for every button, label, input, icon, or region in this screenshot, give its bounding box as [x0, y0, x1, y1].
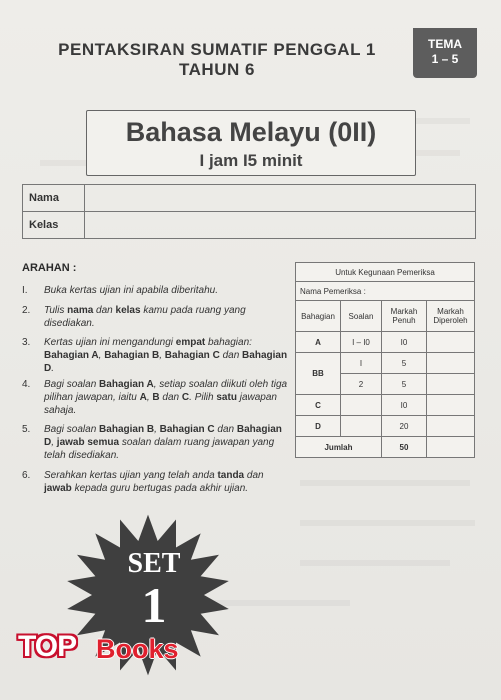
instruction-item: [22, 336, 288, 378]
table-row: [296, 353, 475, 374]
instruction-item: [22, 304, 288, 332]
soalan-cell: [341, 395, 382, 416]
bahagian-cell: BB: [296, 353, 341, 395]
markah-penuh-cell: 20: [382, 416, 427, 437]
markah-diperoleh-cell[interactable]: [427, 374, 475, 395]
instruction-text: Kertas ujian ini mengandungi empat bahagian: Bahagian A, Bahagian B, Bahagian C dan Bahagian D.: [44, 337, 288, 374]
bleed-through-line: [300, 520, 475, 526]
bleed-through-line: [300, 560, 450, 566]
table-row: [296, 416, 475, 437]
soalan-cell: [341, 416, 382, 437]
markah-penuh-cell: 5: [382, 374, 427, 395]
set-label: SET: [127, 548, 181, 579]
instructions-heading: ARAHAN :: [22, 262, 77, 274]
tema-label: TEMA: [428, 37, 462, 51]
instruction-item: [22, 469, 288, 497]
tema-range: 1 – 5: [431, 52, 459, 66]
col-header-markah-penuh: Markah Penuh: [382, 301, 427, 332]
table-row: [296, 395, 475, 416]
instruction-number: I.: [22, 285, 28, 296]
soalan-cell: 2: [341, 374, 382, 395]
markah-diperoleh-cell[interactable]: [427, 395, 475, 416]
instruction-item: [22, 284, 288, 298]
examiner-name-field[interactable]: Nama Pemeriksa :: [296, 282, 475, 301]
col-header-markah-diperoleh: Markah Diperoleh: [427, 301, 475, 332]
bahagian-cell: C: [296, 395, 341, 416]
bahagian-cell: D: [296, 416, 341, 437]
class-label: Kelas: [23, 212, 85, 238]
subject-title: Bahasa Melayu (0II): [125, 117, 377, 147]
soalan-cell: I – I0: [341, 332, 382, 353]
markah-penuh-cell: I0: [382, 395, 427, 416]
logo-top-text: TOP: [18, 630, 77, 663]
instruction-number: 3.: [22, 337, 31, 348]
tema-tab: [413, 28, 477, 78]
instruction-text: Buka kertas ujian ini apabila diberitahu.: [44, 285, 218, 296]
markah-diperoleh-cell[interactable]: [427, 332, 475, 353]
instruction-item: [22, 423, 288, 465]
year-title: TAHUN 6: [179, 60, 255, 79]
examiner-table: [295, 262, 475, 458]
instruction-number: 4.: [22, 379, 31, 390]
name-label: Nama: [23, 185, 85, 211]
instruction-number: 2.: [22, 305, 31, 316]
markah-penuh-cell: 5: [382, 353, 427, 374]
instruction-number: 6.: [22, 470, 31, 481]
exam-title: PENTAKSIRAN SUMATIF PENGGAL 1: [58, 40, 376, 59]
instruction-text: Tulis nama dan kelas kamu pada ruang yang disediakan.: [44, 305, 246, 329]
total-row: [296, 437, 475, 458]
bleed-through-line: [300, 480, 470, 486]
class-field[interactable]: [22, 211, 476, 239]
topbooks-logo: [18, 622, 198, 678]
soalan-cell: I: [341, 353, 382, 374]
subject-box: [86, 110, 416, 176]
instruction-text: Bagi soalan Bahagian A, setiap soalan diikuti oleh tiga pilihan jawapan, iaitu A, B dan C. Pilih satu jawapan sahaja.: [44, 379, 288, 416]
col-header-soalan: Soalan: [341, 301, 382, 332]
col-header-bahagian: Bahagian: [296, 301, 341, 332]
total-obtained-cell[interactable]: [427, 437, 475, 458]
instruction-text: Bagi soalan Bahagian B, Bahagian C dan Bahagian D, jawab semua soalan dalam ruang jawapan yang telah disediakan.: [44, 424, 282, 461]
markah-diperoleh-cell[interactable]: [427, 416, 475, 437]
table-row: [296, 332, 475, 353]
instruction-text: Serahkan kertas ujian yang telah anda tanda dan jawab kepada guru bertugas pada akhir ujian.: [44, 470, 264, 494]
examiner-table-caption: Untuk Kegunaan Pemeriksa: [296, 263, 475, 282]
total-value: 50: [382, 437, 427, 458]
exam-duration: I jam I5 minit: [199, 151, 303, 170]
instruction-number: 5.: [22, 424, 31, 435]
markah-penuh-cell: I0: [382, 332, 427, 353]
set-number: 1: [141, 577, 167, 633]
name-field[interactable]: [22, 184, 476, 212]
total-label: Jumlah: [296, 437, 382, 458]
bahagian-cell: A: [296, 332, 341, 353]
logo-books-text: Books: [96, 634, 179, 664]
markah-diperoleh-cell[interactable]: [427, 353, 475, 374]
instruction-item: [22, 378, 288, 420]
